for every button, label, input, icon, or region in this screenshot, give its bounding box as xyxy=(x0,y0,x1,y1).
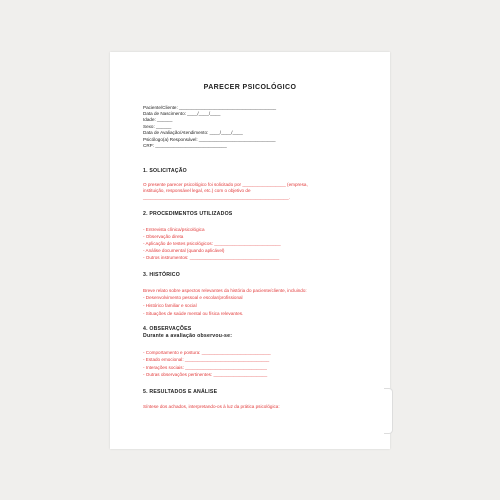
field-age: Idade: ______ xyxy=(143,117,173,122)
list-item: - Estado emocional: _________________________________ xyxy=(143,357,270,362)
document-title: PARECER PSICOLÓGICO xyxy=(203,84,297,91)
section-heading: 4. OBSERVAÇÕES xyxy=(143,326,192,332)
field-psychologist: Psicólogo(a) Responsável: ______________________________ xyxy=(143,137,276,142)
side-scroll-tab[interactable] xyxy=(384,388,393,434)
field-evaluation-date: Data de Avaliação/Atendimento: ____/____/____ xyxy=(143,130,243,135)
section-text: Síntese dos achados, interpretando-os à luz da prática psicológica: xyxy=(143,404,280,409)
list-item: - Outros instrumentos: ___________________________________ xyxy=(143,255,280,260)
list-item: - Aplicação de testes psicológicos: __________________________ xyxy=(143,241,281,246)
section-heading: 5. RESULTADOS E ANÁLISE xyxy=(143,389,218,395)
list-item: - Outras observações pertinentes: _____________________ xyxy=(143,372,268,377)
section-text: O presente parecer psicológico foi solicitado por _________________ (empresa, xyxy=(143,182,308,187)
section-heading: 1. SOLICITAÇÃO xyxy=(143,168,187,174)
section-text: instituição, responsável legal, etc.) com o objetivo de xyxy=(143,188,251,193)
section-text: _________________________________________________________. xyxy=(143,195,290,200)
section-heading: 2. PROCEDIMENTOS UTILIZADOS xyxy=(143,211,233,217)
list-item: - Entrevista clínica/psicológica xyxy=(143,227,205,232)
list-item: - Desenvolvimento pessoal e escolar/profissional xyxy=(143,295,243,300)
section-subheading: Durante a avaliação observou-se: xyxy=(143,333,233,339)
field-birth-date: Data de Nascimento: ____/____/____ xyxy=(143,111,221,116)
list-item: - Interações sociais: ________________________________ xyxy=(143,365,267,370)
field-sex: Sexo: ______ xyxy=(143,124,172,129)
section-text: Breve relato sobre aspectos relevantes da história do paciente/cliente, incluindo: xyxy=(143,288,307,293)
list-item: - Histórico familiar e social xyxy=(143,303,197,308)
document-page xyxy=(110,52,390,449)
list-item: - Situações de saúde mental ou física relevantes. xyxy=(143,311,244,316)
list-item: - Observação direta xyxy=(143,234,184,239)
list-item: - Comportamento e postura: ___________________________ xyxy=(143,350,271,355)
field-patient: Paciente/Cliente: ______________________________________ xyxy=(143,105,277,110)
list-item: - Análise documental (quando aplicável) xyxy=(143,248,225,253)
section-heading: 3. HISTÓRICO xyxy=(143,272,180,278)
field-crp: CRP: ____________________________ xyxy=(143,143,227,148)
